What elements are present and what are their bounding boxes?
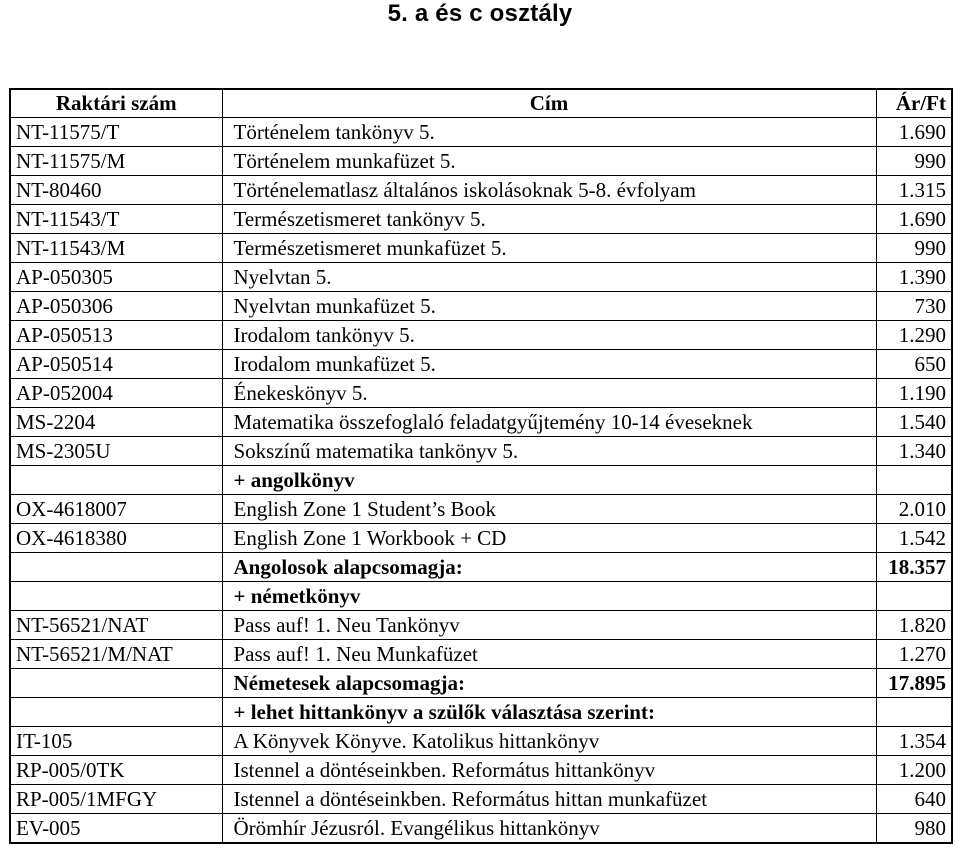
row-title: + lehet hittankönyv a szülők választása szerint:: [222, 698, 876, 727]
row-code: AP-050513: [10, 321, 222, 350]
row-price: 1.190: [876, 379, 952, 408]
row-code: IT-105: [10, 727, 222, 756]
total-row: [10, 553, 952, 582]
row-title: Történelem munkafüzet 5.: [222, 147, 876, 176]
row-price: 1.690: [876, 205, 952, 234]
row-price: 730: [876, 292, 952, 321]
row-code: NT-11575/M: [10, 147, 222, 176]
table-row: [10, 524, 952, 553]
row-code: [10, 698, 222, 727]
row-price: 2.010: [876, 495, 952, 524]
table-row: [10, 118, 952, 147]
row-price: 990: [876, 234, 952, 263]
row-code: [10, 553, 222, 582]
table-row: [10, 321, 952, 350]
row-price: [876, 466, 952, 495]
table-row: [10, 785, 952, 814]
table-row: [10, 176, 952, 205]
section-row: [10, 582, 952, 611]
row-code: RP-005/0TK: [10, 756, 222, 785]
header-row: [10, 89, 952, 118]
table-row: [10, 263, 952, 292]
table-row: [10, 756, 952, 785]
table-body: [10, 118, 952, 844]
row-title: Nyelvtan munkafüzet 5.: [222, 292, 876, 321]
table-row: [10, 495, 952, 524]
row-price: 640: [876, 785, 952, 814]
row-code: [10, 582, 222, 611]
row-code: AP-050514: [10, 350, 222, 379]
table-row: [10, 437, 952, 466]
row-price: 1.390: [876, 263, 952, 292]
row-code: [10, 669, 222, 698]
row-title: English Zone 1 Workbook + CD: [222, 524, 876, 553]
row-price: 1.200: [876, 756, 952, 785]
row-title: Irodalom munkafüzet 5.: [222, 350, 876, 379]
table-row: [10, 205, 952, 234]
table-row: [10, 350, 952, 379]
row-code: MS-2204: [10, 408, 222, 437]
row-code: NT-11543/M: [10, 234, 222, 263]
row-price: 1.354: [876, 727, 952, 756]
row-price: 1.820: [876, 611, 952, 640]
row-title: Énekeskönyv 5.: [222, 379, 876, 408]
row-code: RP-005/1MFGY: [10, 785, 222, 814]
row-title: Pass auf! 1. Neu Tankönyv: [222, 611, 876, 640]
section-row: [10, 466, 952, 495]
row-code: [10, 466, 222, 495]
row-title: Sokszínű matematika tankönyv 5.: [222, 437, 876, 466]
table-row: [10, 611, 952, 640]
row-title: Istennel a döntéseinkben. Református hittankönyv: [222, 756, 876, 785]
row-title: Örömhír Jézusról. Evangélikus hittankönyv: [222, 814, 876, 844]
table-row: [10, 379, 952, 408]
table-row: [10, 408, 952, 437]
row-title: English Zone 1 Student’s Book: [222, 495, 876, 524]
row-title: Természetismeret munkafüzet 5.: [222, 234, 876, 263]
row-code: MS-2305U: [10, 437, 222, 466]
row-code: EV-005: [10, 814, 222, 844]
row-code: NT-11575/T: [10, 118, 222, 147]
row-title: Nyelvtan 5.: [222, 263, 876, 292]
row-price: [876, 582, 952, 611]
row-code: OX-4618380: [10, 524, 222, 553]
row-title: + németkönyv: [222, 582, 876, 611]
row-title: Angolosok alapcsomagja:: [222, 553, 876, 582]
header-price: Ár/Ft: [876, 89, 952, 118]
row-code: OX-4618007: [10, 495, 222, 524]
row-price: 980: [876, 814, 952, 844]
row-code: NT-80460: [10, 176, 222, 205]
row-price: 1.290: [876, 321, 952, 350]
row-title: Irodalom tankönyv 5.: [222, 321, 876, 350]
row-price: 1.540: [876, 408, 952, 437]
row-price: 17.895: [876, 669, 952, 698]
row-price: 1.542: [876, 524, 952, 553]
row-title: A Könyvek Könyve. Katolikus hittankönyv: [222, 727, 876, 756]
table-row: [10, 234, 952, 263]
row-code: AP-052004: [10, 379, 222, 408]
page-title: 5. a és c osztály: [387, 0, 573, 27]
row-price: 1.340: [876, 437, 952, 466]
row-price: 1.315: [876, 176, 952, 205]
table-row: [10, 814, 952, 844]
row-code: NT-11543/T: [10, 205, 222, 234]
row-price: 18.357: [876, 553, 952, 582]
table-row: [10, 727, 952, 756]
row-code: NT-56521/M/NAT: [10, 640, 222, 669]
row-price: 990: [876, 147, 952, 176]
header-code: Raktári szám: [10, 89, 222, 118]
row-code: AP-050306: [10, 292, 222, 321]
row-title: Természetismeret tankönyv 5.: [222, 205, 876, 234]
total-row: [10, 669, 952, 698]
row-title: Történelem tankönyv 5.: [222, 118, 876, 147]
row-title: + angolkönyv: [222, 466, 876, 495]
row-title: Matematika összefoglaló feladatgyűjtemény 10-14 éveseknek: [222, 408, 876, 437]
row-title: Németesek alapcsomagja:: [222, 669, 876, 698]
section-row: [10, 698, 952, 727]
row-title: Istennel a döntéseinkben. Református hittan munkafüzet: [222, 785, 876, 814]
table-row: [10, 147, 952, 176]
header-title: Cím: [222, 89, 876, 118]
row-title: Történelematlasz általános iskolásoknak 5-8. évfolyam: [222, 176, 876, 205]
row-price: 1.690: [876, 118, 952, 147]
table-row: [10, 640, 952, 669]
row-title: Pass auf! 1. Neu Munkafüzet: [222, 640, 876, 669]
row-code: NT-56521/NAT: [10, 611, 222, 640]
textbook-table: [9, 88, 953, 844]
row-price: 1.270: [876, 640, 952, 669]
row-code: AP-050305: [10, 263, 222, 292]
table-row: [10, 292, 952, 321]
row-price: [876, 698, 952, 727]
row-price: 650: [876, 350, 952, 379]
